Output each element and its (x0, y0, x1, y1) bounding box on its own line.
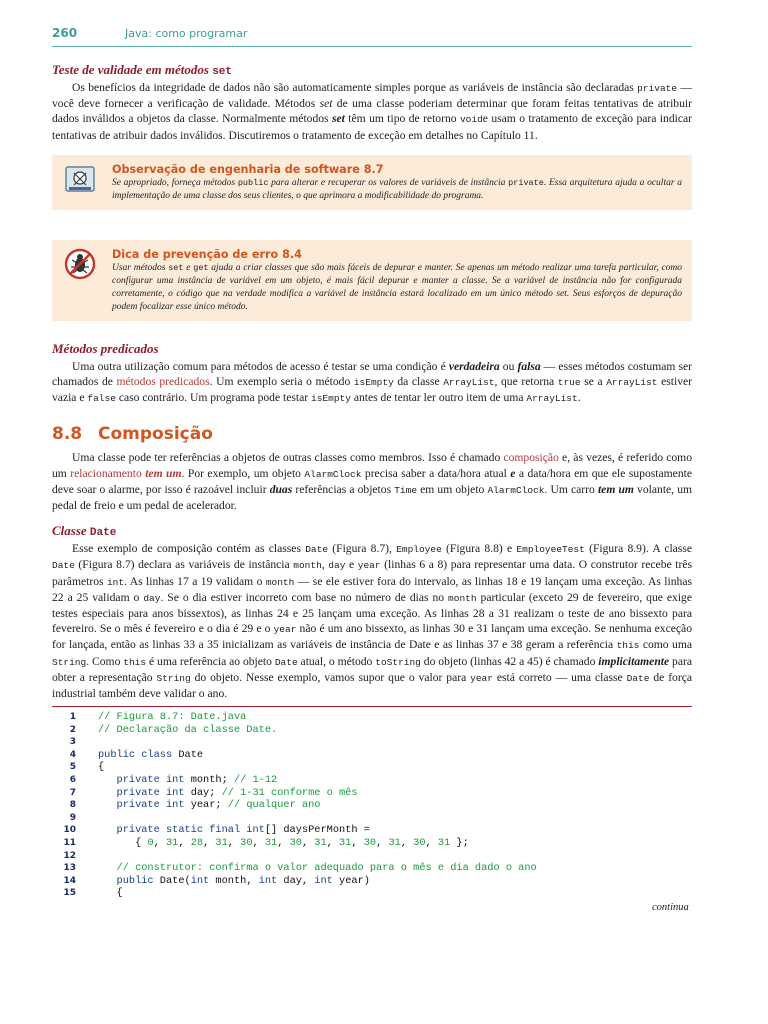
text-run: Uma outra utilização comum para métodos de acesso é testar se uma condição é (72, 359, 449, 373)
text-run: e (510, 466, 516, 480)
line-number: 1 (69, 712, 76, 722)
inline-code: public (237, 177, 269, 188)
code-token: // 1-31 conforme o mês (221, 786, 358, 799)
text-run: a data/hora em que ele supostamente deve soar o alarme, por isso é razoável incluir (52, 466, 692, 496)
text-run: não é um ano bissexto, as linhas 30 e 31 lançam uma exceção. Se nenhuma exceção for lançada, então as linhas 33 a 35 inicializam as variáveis de instância de Date e as linhas 37 e 38 geram a referência (52, 622, 692, 652)
code-line (52, 850, 692, 863)
line-number: 7 (69, 787, 76, 798)
text-run: e (345, 558, 358, 572)
code-line (52, 774, 692, 787)
inline-code: month (265, 576, 295, 588)
code-token: { (98, 887, 123, 900)
inline-code: isEmpty (353, 377, 394, 389)
code-text (98, 724, 277, 737)
text-run: ou (499, 359, 518, 373)
code-token: , (227, 836, 241, 849)
code-line (52, 787, 692, 800)
text-run: , (321, 558, 329, 572)
text-run: duas (269, 482, 293, 496)
text-run: falsa (517, 359, 541, 373)
tip-text (112, 177, 682, 203)
inline-code: get (193, 262, 209, 273)
code-token: int (190, 874, 210, 887)
code-line (52, 812, 692, 825)
inline-code: true (557, 377, 581, 389)
header-rule (52, 46, 692, 47)
section-title-code: Date (89, 527, 117, 540)
code-token: 31 (314, 836, 327, 849)
code-token: , (400, 836, 414, 849)
code-token: int (258, 874, 278, 887)
code-text (98, 774, 277, 787)
code-token: 31 (388, 836, 401, 849)
inline-code: Employee (396, 544, 442, 556)
text-run: do objeto. Nesse exemplo, vamos supor que o valor para (190, 670, 471, 684)
code-token: , (252, 836, 265, 849)
code-text (98, 824, 370, 837)
code-token: 31 (437, 836, 451, 849)
line-number: 11 (63, 837, 76, 848)
code-token: Date (172, 748, 204, 761)
code-token: Date( (153, 874, 191, 887)
inline-code: month (293, 560, 322, 572)
code-token: // Declaração da classe Date. (98, 723, 278, 736)
code-line (52, 711, 692, 724)
text-run: . Essa arquitetura ajuda a ocultar a implementação de uma classe dos seus clientes, o que aprimora a modificabilidade do programa. (112, 177, 682, 201)
code-line (52, 749, 692, 762)
code-token: , (376, 836, 389, 849)
inline-code: toString (375, 656, 421, 668)
text-run: estiver vazia e (52, 375, 692, 405)
text-run: set (331, 112, 345, 126)
text-run: (Figura 8.7), (328, 542, 397, 556)
inline-code: Time (394, 484, 418, 496)
text-run: atual, o método (297, 654, 376, 668)
tip-title: Dica de prevenção de erro 8.4 (112, 247, 302, 261)
page-number: 260 (52, 26, 78, 40)
inline-code: day (328, 560, 346, 572)
error-prevention-icon (64, 248, 96, 280)
text-run: implicitamente (598, 654, 670, 668)
tip-title: Observação de engenharia de software 8.7 (112, 162, 384, 176)
tip-text (112, 262, 682, 314)
inline-code: year (273, 624, 297, 636)
code-token: 30 (240, 836, 253, 849)
section-title-text: Teste de validade em métodos (52, 62, 213, 77)
code-token: public class (98, 748, 173, 761)
code-token: year) (332, 874, 370, 887)
paragraph-date-class (52, 541, 692, 701)
code-text (98, 875, 370, 888)
code-token: 31 (165, 836, 179, 849)
text-run: (linhas 6 a 8) para representar uma data. O construtor recebe três parâmetros (52, 558, 692, 588)
chapter-heading (52, 424, 692, 444)
text-run: precisa saber a data/hora atual (361, 466, 511, 480)
line-number: 10 (63, 825, 76, 836)
text-run: têm um tipo de retorno (344, 112, 460, 126)
inline-code: year (470, 672, 493, 684)
software-engineering-icon (64, 163, 96, 195)
chapter-number: 8.8 (52, 424, 83, 445)
text-run: para obter a representação (52, 654, 692, 684)
inline-code: Date (52, 560, 75, 572)
code-token: }; (450, 836, 469, 849)
text-run: , que retorna (494, 375, 558, 389)
highlight-term: relacionamento (70, 466, 146, 480)
paragraph-composition (52, 450, 692, 513)
code-token: 30 (289, 836, 302, 849)
chapter-title: Composição (98, 424, 213, 445)
text-run: volante, um pedal de freio e um pedal de acelerador. (52, 482, 693, 513)
inline-code: set (168, 262, 184, 273)
code-line (52, 724, 692, 737)
software-engineering-tip (52, 155, 692, 210)
code-text (98, 761, 104, 774)
section-title-date-class (52, 523, 692, 539)
text-run: (Figura 8.9). A classe (584, 542, 692, 556)
code-token: day; (184, 786, 222, 799)
section-title-text: Classe (52, 523, 90, 539)
code-token: private static final int (98, 824, 265, 837)
text-run: antes de tentar ler outro item de uma (350, 391, 527, 405)
text-run: e usam o tratamento de exceção para indicar tentativas de atribuir dados inválidos. Discutiremos o tratamento de exceção em detalhes no Capítulo 11. (52, 112, 692, 142)
line-number: 14 (63, 875, 76, 886)
code-token: year; (184, 799, 228, 812)
code-line (52, 887, 692, 900)
inline-code: ArrayList (526, 393, 578, 405)
inline-code: ArrayList (443, 377, 495, 389)
paragraph-set-validation (52, 80, 692, 143)
text-run: para alterar e recuperar os valores de variáveis de instância (268, 177, 509, 188)
line-number: 6 (69, 774, 76, 785)
inline-code: int (106, 576, 125, 588)
inline-code: month (448, 592, 477, 604)
code-token: 30 (363, 836, 377, 849)
highlight-term: tem um (145, 466, 182, 480)
code-line (52, 799, 692, 812)
text-run: está correto — uma classe (492, 670, 627, 684)
text-run: (Figura 8.8) e (441, 542, 517, 556)
code-token: 0 (147, 836, 154, 849)
code-token: day, (277, 874, 315, 887)
code-text (98, 837, 469, 850)
code-token: , (326, 836, 340, 849)
inline-code: false (87, 393, 116, 405)
text-run: é uma referência ao objeto (146, 654, 275, 668)
code-text (98, 711, 246, 724)
text-run: . (577, 391, 581, 405)
code-token: int (314, 874, 333, 887)
code-token: 31 (339, 836, 352, 849)
book-title: Java: como programar (125, 27, 248, 40)
code-token: , (153, 836, 166, 849)
code-line (52, 837, 692, 850)
section-title-predicate-methods: Métodos predicados (52, 340, 159, 356)
code-token: { (98, 761, 105, 774)
code-text (98, 749, 203, 762)
code-line (52, 761, 692, 774)
code-token: private int (98, 799, 185, 812)
text-run: da classe (393, 375, 444, 389)
line-number: 2 (69, 724, 76, 735)
page-header (52, 26, 692, 48)
text-run: Uma classe pode ter referências a objetos de outras classes como membros. Isso é chamado (72, 451, 504, 465)
code-token: , (203, 836, 216, 849)
text-run: e, às vezes, é referido como um (52, 451, 692, 480)
section-title-code: set (212, 66, 232, 78)
code-token: // Figura 8.7: Date.java (98, 711, 247, 723)
line-number: 9 (69, 812, 76, 823)
code-line (52, 862, 692, 875)
code-token: // construtor: confirma o valor adequado para o mês e dia dado o ano (98, 862, 537, 875)
error-prevention-tip (52, 240, 692, 321)
code-token: 28 (190, 836, 204, 849)
code-text (98, 787, 358, 800)
inline-code: isEmpty (311, 393, 351, 405)
inline-code: this (123, 656, 147, 668)
text-run: particular (exceto 29 de fevereiro, que exige testes especiais para anos bissextos), as linhas 24 e 25 lançam uma exceção. As linhas 28 a 31 realizam o teste de ano bissexto para fevereiro. Se o mês é fevereiro e o dia é 29 e o (52, 590, 693, 636)
code-token: public (98, 874, 154, 887)
paragraph-predicate-methods (52, 359, 692, 407)
code-token: , (425, 836, 438, 849)
text-run: Esse exemplo de composição contém as classes (72, 542, 306, 556)
text-run: . Como (86, 654, 124, 668)
text-run: — esses métodos costumam ser chamados de (52, 359, 693, 389)
line-number: 12 (63, 850, 76, 861)
line-number: 3 (69, 737, 76, 748)
inline-code: String (52, 656, 87, 668)
section-title-set-validation (52, 62, 692, 78)
inline-code: year (357, 560, 381, 572)
inline-code: EmployeeTest (516, 544, 585, 556)
text-run: do objeto (linhas 42 a 45) é chamado (420, 654, 599, 668)
code-token: 30 (413, 836, 426, 849)
code-text (98, 799, 320, 812)
code-token: month, (209, 874, 259, 887)
text-run: Se apropriado, forneça métodos (112, 177, 238, 188)
inline-code: AlarmClock (487, 484, 545, 496)
inline-code: void (459, 114, 483, 126)
text-run: Os benefícios da integridade de dados não são automaticamente simples porque as variáveis de instância são declaradas (72, 81, 638, 94)
line-number: 8 (69, 800, 76, 811)
code-token: // qualquer ano (227, 799, 321, 812)
text-run: . Um carro (544, 482, 598, 496)
code-token: // 1-12 (233, 773, 278, 786)
text-run: . Um exemplo seria o método (209, 375, 354, 389)
code-token: month; (184, 773, 234, 786)
text-run: e (183, 262, 194, 273)
code-token: , (351, 836, 364, 849)
line-number: 4 (69, 749, 76, 760)
code-token: [] daysPerMonth = (264, 824, 370, 837)
line-number: 5 (69, 762, 76, 773)
code-token: 31 (215, 836, 228, 849)
text-run: set (319, 97, 333, 111)
inline-code: ArrayList (606, 377, 658, 389)
text-run: tem um (597, 482, 634, 496)
text-run: ajuda a criar classes que são mais fáceis de depurar e manter. Se apenas um método realizar uma tarefa particular, como configurar uma instância de variável em um objeto, é mais fácil depurar e manter a classe. Se a variável de instância não for configurada corretamente, o código que na verdade modifica a variável de instância estará localizado em um único método set. Seus esforços de depuração podem focalizar esse único método. (112, 262, 683, 312)
inline-code: private (508, 177, 544, 188)
text-run: referências a objetos (292, 482, 395, 496)
inline-code: private (637, 83, 678, 94)
text-run: caso contrário. Um programa pode testar (115, 391, 312, 405)
highlight-term: métodos predicados (116, 375, 210, 389)
inline-code: Date (305, 544, 329, 556)
text-run: — se ele estiver fora do intervalo, as linhas 18 e 19 lançam uma exceção. As linhas 22 a 25 validam o (52, 574, 692, 604)
code-token: , (277, 836, 290, 849)
text-run: em um objeto (417, 482, 488, 496)
code-token: private int (98, 773, 185, 786)
text-run: se a (580, 375, 607, 389)
continued-label: continua (652, 902, 689, 913)
text-run: . Se o dia estiver incorreto com base no número de dias no (160, 590, 449, 604)
inline-code: AlarmClock (304, 468, 362, 480)
inline-code: this (616, 640, 640, 652)
line-number: 15 (63, 888, 76, 899)
text-run: de força industrial também deve validar o ano. (52, 670, 693, 701)
text-run: . Por exemplo, um objeto (181, 466, 305, 480)
code-token: private int (98, 786, 185, 799)
text-run: . As linhas 17 a 19 validam o (124, 574, 266, 588)
code-token: 31 (264, 836, 278, 849)
line-number: 13 (63, 863, 76, 874)
text-run: (Figura 8.7) declara as variáveis de instância (74, 558, 294, 572)
inline-code: day (143, 592, 161, 604)
code-text (98, 887, 123, 900)
code-text (98, 862, 537, 875)
text-run: como uma (639, 638, 693, 652)
code-token: , (301, 836, 315, 849)
text-run: Usar métodos (112, 262, 169, 273)
highlight-term: composição (503, 451, 559, 465)
text-run: verdadeira (448, 359, 500, 373)
inline-code: Date (274, 656, 298, 668)
code-line (52, 736, 692, 749)
code-listing (52, 706, 692, 900)
text-run: — você deve fornecer a verificação de validade. Métodos (52, 81, 692, 111)
code-token: { (98, 836, 148, 849)
code-token: , (178, 836, 191, 849)
inline-code: String (156, 672, 191, 684)
main-content (52, 62, 692, 701)
code-line (52, 875, 692, 888)
inline-code: Date (626, 672, 650, 684)
code-line (52, 824, 692, 837)
text-run: de uma classe poderiam determinar que foram feitas tentativas de atribuir dados inválidos a objetos da classe. Normalmente métodos (52, 97, 692, 126)
